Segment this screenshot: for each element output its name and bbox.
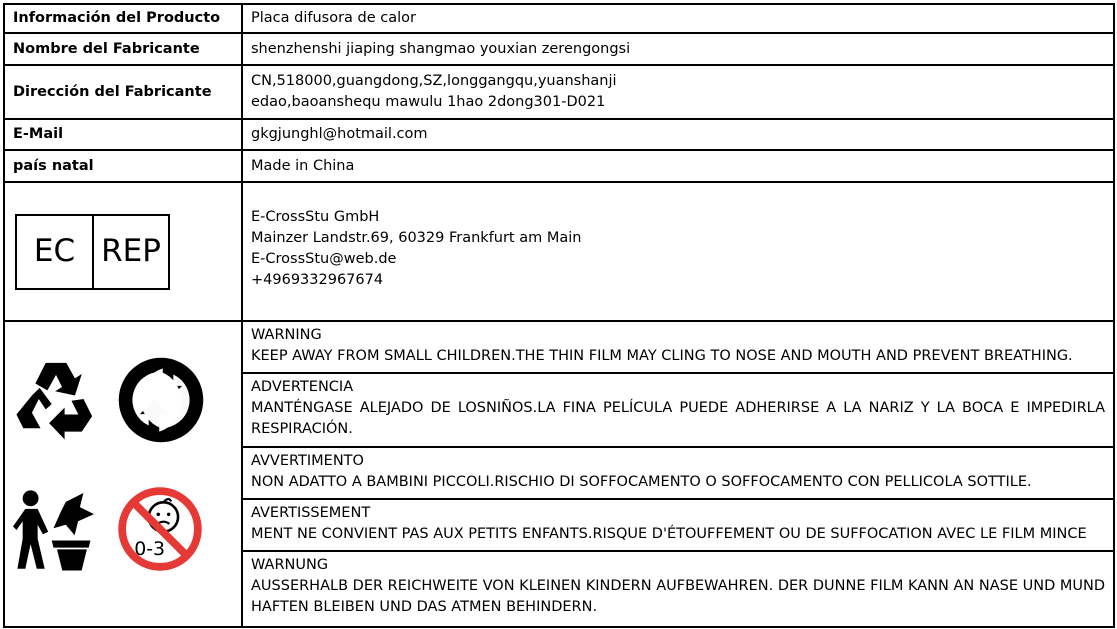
ec-rep-email: E-CrossStu@web.de: [251, 251, 397, 267]
warning-es-title: ADVERTENCIA: [251, 379, 354, 395]
warning-it-cell: [242, 447, 1114, 499]
row-origin: [4, 150, 1114, 182]
ec-rep-address: [242, 182, 1114, 321]
product-label: Información del Producto: [4, 4, 242, 33]
product-value: Placa difusora de calor: [242, 4, 1114, 33]
origin-value: Made in China: [242, 150, 1114, 182]
row-address: [4, 65, 1114, 119]
manufacturer-value: shenzhenshi jiaping shangmao youxian zerengongsi: [242, 33, 1114, 65]
row-ec-rep: [4, 182, 1114, 321]
warning-de-title: WARNUNG: [251, 557, 329, 573]
address-line-2: edao,baoanshequ mawulu 1hao 2dong301-D021: [251, 94, 606, 110]
green-dot-icon: [117, 356, 205, 444]
manufacturer-label: Nombre del Fabricante: [4, 33, 242, 65]
warning-en-title: WARNING: [251, 327, 322, 343]
row-warning-en: [4, 321, 1114, 373]
address-label: Dirección del Fabricante: [4, 65, 242, 119]
warning-de-text: AUSSERHALB DER REICHWEITE VON KLEINEN KINDERN AUFBEWAHREN. DER DUNNE FILM KANN AN NASE UND MUND HAFTEN BLEIBEN UND DAS ATMEN BEHINDERN.: [251, 578, 1105, 615]
product-info-table: [3, 3, 1115, 628]
age-label: 0-3: [134, 537, 166, 560]
row-manufacturer: [4, 33, 1114, 65]
ec-rep-street: Mainzer Landstr.69, 60329 Frankfurt am Main: [251, 230, 582, 246]
tidyman-icon: [13, 486, 101, 574]
ec-rep-mark-left: EC: [17, 216, 94, 288]
warning-es-cell: [242, 373, 1114, 447]
warning-en-cell: [242, 321, 1114, 373]
recycle-icon: [13, 356, 99, 442]
email-label: E-Mail: [4, 119, 242, 150]
warning-it-title: AVVERTIMENTO: [251, 453, 364, 469]
age-0-3-warning-icon: [117, 486, 203, 572]
ec-rep-mark-cell: [4, 182, 242, 321]
row-email: [4, 119, 1114, 150]
address-line-1: CN,518000,guangdong,SZ,longgangqu,yuanshanji: [251, 73, 617, 89]
warning-fr-title: AVERTISSEMENT: [251, 505, 371, 521]
email-value: gkgjunghl@hotmail.com: [242, 119, 1114, 150]
warning-fr-cell: [242, 499, 1114, 551]
ec-rep-mark-right: REP: [101, 233, 161, 269]
warning-it-text: NON ADATTO A BAMBINI PICCOLI.RISCHIO DI SOFFOCAMENTO O SOFFOCAMENTO CON PELLICOLA SOTTILE.: [251, 474, 1032, 490]
ec-rep-phone: +4969332967674: [251, 272, 384, 288]
origin-label: país natal: [4, 150, 242, 182]
symbols-cell: [4, 321, 242, 627]
warning-de-cell: [242, 551, 1114, 627]
ec-rep-mark: [15, 214, 170, 290]
address-value: [242, 65, 1114, 119]
warning-es-text: MANTÉNGASE ALEJADO DE LOSNIÑOS.LA FINA PELÍCULA PUEDE ADHERIRSE A LA NARIZ Y LA BOCA E IMPEDIRLA RESPIRACIÓN.: [251, 400, 1105, 437]
row-product: [4, 4, 1114, 33]
warning-fr-text: MENT NE CONVIENT PAS AUX PETITS ENFANTS.RISQUE D'ÉTOUFFEMENT OU DE SUFFOCATION AVEC LE FILM MINCE: [251, 526, 1087, 542]
ec-rep-company: E-CrossStu GmbH: [251, 209, 380, 225]
warning-en-text: KEEP AWAY FROM SMALL CHILDREN.THE THIN FILM MAY CLING TO NOSE AND MOUTH AND PREVENT BREATHING.: [251, 348, 1073, 364]
